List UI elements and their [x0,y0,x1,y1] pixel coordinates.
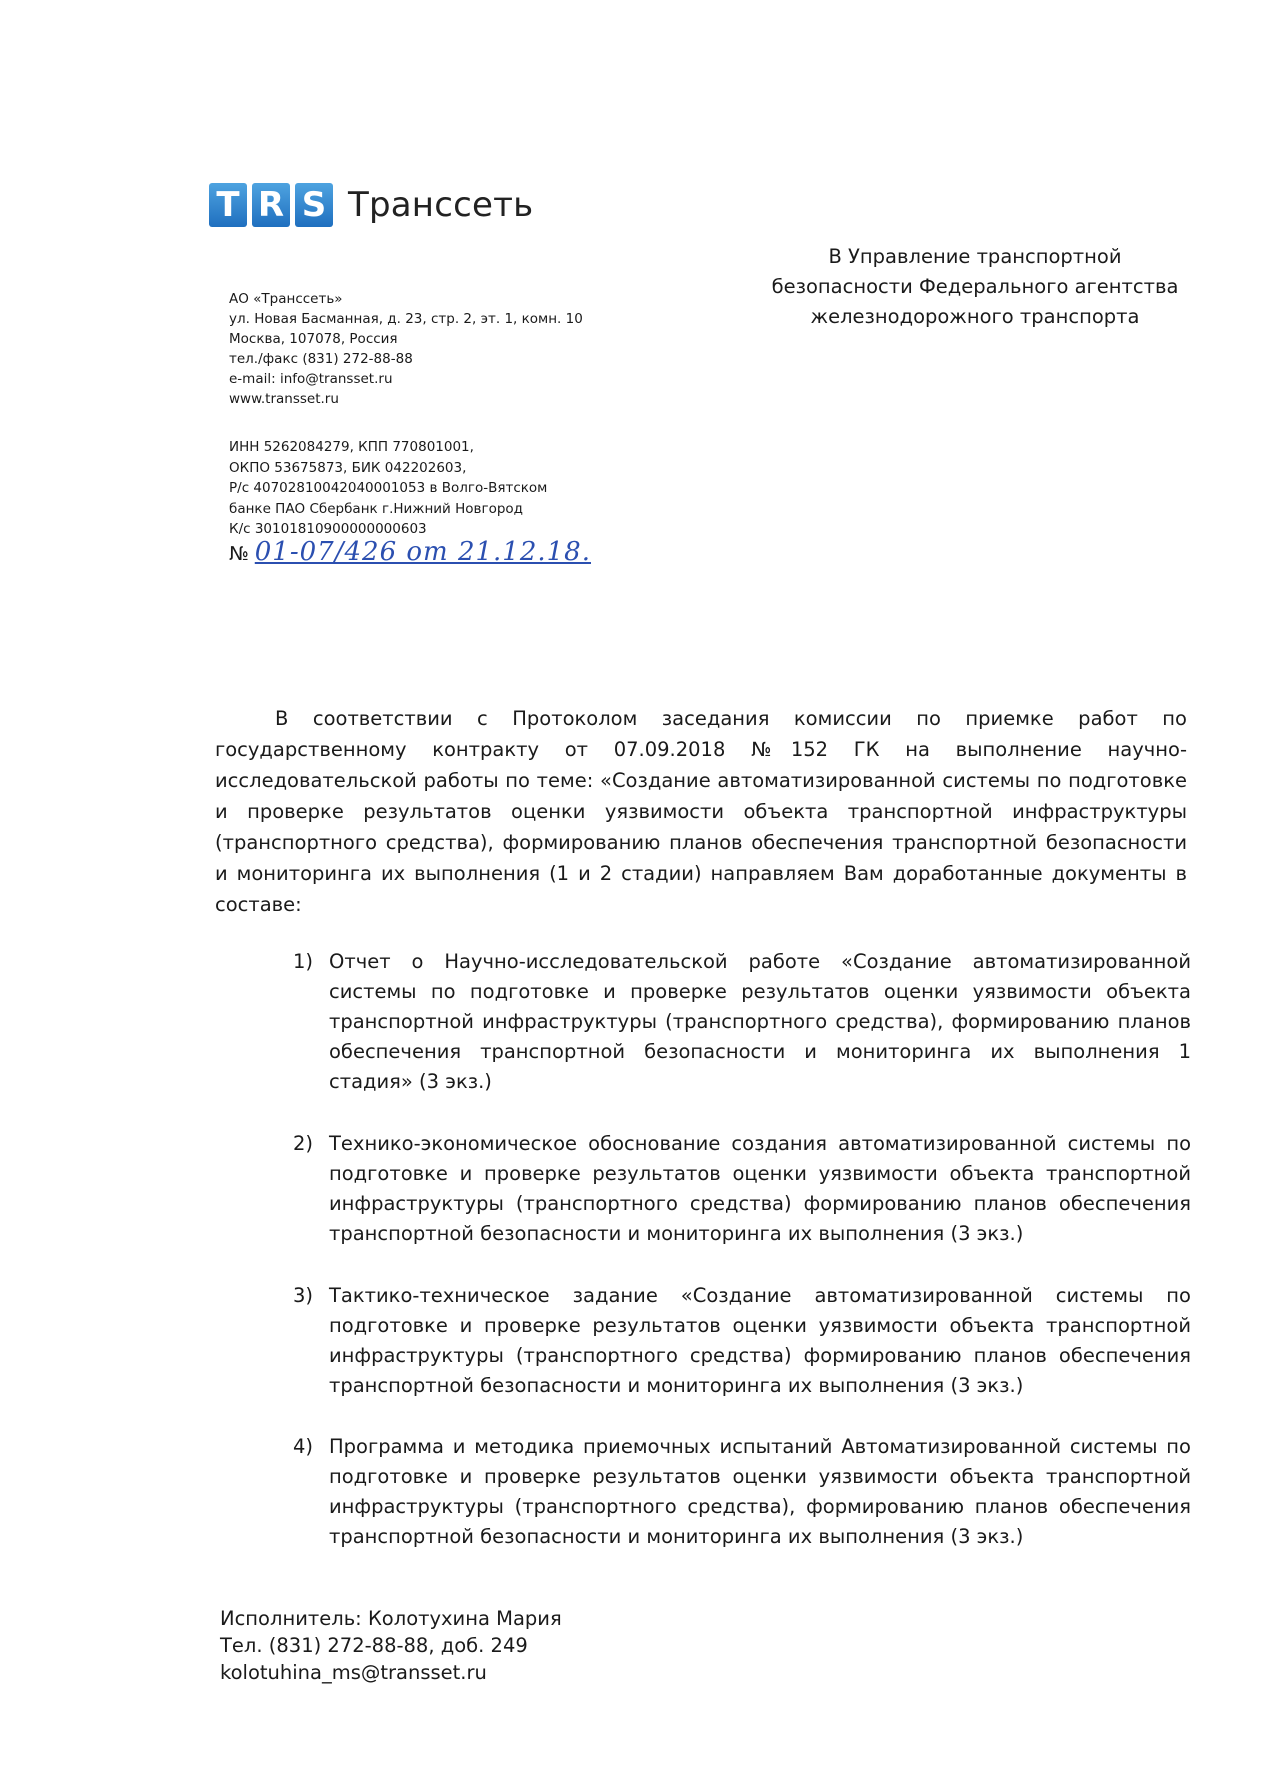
bank-details [229,437,547,540]
logo-name: Транссеть [348,185,534,225]
logo-letter-r: R [252,183,290,227]
contact-block [220,1605,562,1686]
list-item [293,947,1191,1097]
sender-website: www.transset.ru [229,391,339,407]
bank-line: банке ПАО Сбербанк г.Нижний Новгород [229,500,523,517]
handwritten-number: 01-07/426 от 21.12.18. [254,537,591,567]
logo-letter-s: S [295,183,333,227]
sender-phone: тел./факс (831) 272-88-88 [229,351,413,367]
bank-line: К/с 30101810900000000603 [229,521,427,537]
sender-street: ул. Новая Басманная, д. 23, стр. 2, эт. 1, комн. 10 [229,311,583,327]
list-item [293,1432,1191,1552]
recipient-block [745,242,1205,332]
list-item [293,1129,1191,1249]
sender-address [229,289,583,409]
executor-email[interactable]: kolotuhina_ms@transset.ru [220,1661,487,1684]
recipient-line: В Управление транспортной [828,245,1122,268]
list-item-number: 1) [293,950,314,973]
sender-company: АО «Транссеть» [229,291,343,307]
list-item-number: 4) [293,1435,314,1458]
sender-city: Москва, 107078, Россия [229,331,398,347]
executor-name: Исполнитель: Колотухина Мария [220,1607,562,1630]
recipient-line: железнодорожного транспорта [810,305,1140,328]
list-item-text: Тактико-техническое задание «Создание автоматизированной системы по подготовке и проверке результатов оценки уязвимости объекта транспортной инфраструктуры (транспортного средства) формированию планов обеспечения транспортной безопасности и мониторинга их выполнения (3 экз.) [329,1284,1191,1397]
sender-email: e-mail: info@transset.ru [229,371,393,387]
list-item-text: Технико-экономическое обоснование создания автоматизированной системы по подготовке и проверке результатов оценки уязвимости объекта транспортной инфраструктуры (транспортного средства) формированию планов обеспечения транспортной безопасности и мониторинга их выполнения (3 экз.) [329,1132,1191,1245]
list-item-text: Отчет о Научно-исследовательской работе «Создание автоматизированной системы по подготовке и проверке результатов оценки уязвимости объекта транспортной инфраструктуры (транспортного средства), формированию планов обеспечения транспортной безопасности и мониторинга их выполнения 1 стадия» (3 экз.) [329,950,1191,1093]
company-logo [209,183,533,227]
number-label: № [229,543,249,565]
recipient-line: безопасности Федерального агентства [771,275,1179,298]
bank-line: Р/с 40702810042040001053 в Волго-Вятском [229,480,548,496]
document-number [229,537,591,567]
logo-letter-t: T [209,183,247,227]
intro-paragraph: В соответствии с Протоколом заседания комиссии по приемке работ по государственному контракту от 07.09.2018 №152 ГК на выполнение научно-исследовательской работы по теме: «Создание автоматизированной системы по подготовке и проверке результатов оценки уязвимости объекта транспортной инфраструктуры (транспортного средства), формированию планов обеспечения транспортной безопасности и мониторинга их выполнения (1 и 2 стадии) направляем Вам доработанные документы в составе: [215,707,1187,916]
list-item-text: Программа и методика приемочных испытаний Автоматизированной системы по подготовке и проверке результатов оценки уязвимости объекта транспортной инфраструктуры (транспортного средства), формированию планов обеспечения транспортной безопасности и мониторинга их выполнения (3 экз.) [329,1435,1191,1548]
list-item [293,1281,1191,1401]
list-item-number: 3) [293,1284,314,1307]
bank-line: ОКПО 53675873, БИК 042202603, [229,459,467,476]
list-item-number: 2) [293,1132,314,1155]
letter-body [215,703,1187,920]
executor-phone: Тел. (831) 272-88-88, доб. 249 [220,1634,528,1657]
bank-line: ИНН 5262084279, КПП 770801001, [229,439,474,455]
